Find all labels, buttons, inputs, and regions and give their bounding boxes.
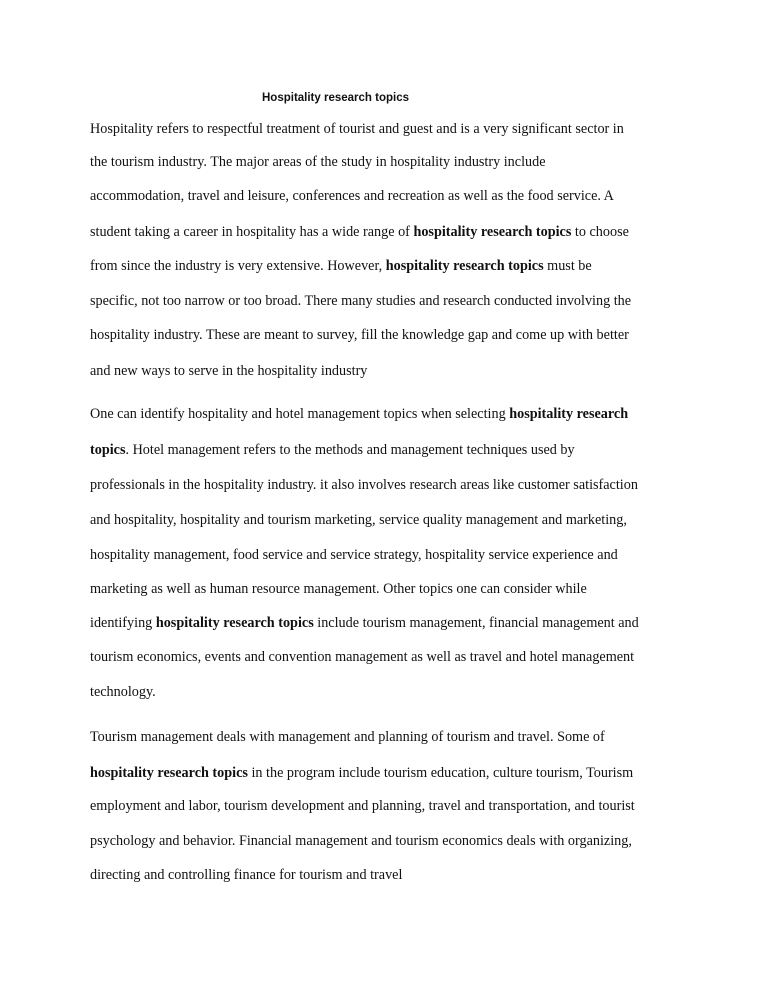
text-run: hospitality industry. These are meant to survey, fill the knowledge gap and come up with better <box>90 327 629 343</box>
text-run: in the program include tourism education, culture tourism, Tourism <box>247 765 634 781</box>
text-line <box>90 405 628 423</box>
text-run: One can identify hospitality and hotel management topics when selecting <box>90 406 510 422</box>
text-run: Hospitality refers to respectful treatment of tourist and guest and is a very significant sector in <box>90 121 624 137</box>
text-line <box>90 797 635 815</box>
text-run: the tourism industry. The major areas of the study in hospitality industry include <box>90 154 546 170</box>
text-run: to choose <box>571 224 629 240</box>
bold-keyword: hospitality research topics <box>413 224 572 240</box>
text-line <box>90 580 587 598</box>
text-line <box>90 441 575 459</box>
text-line <box>90 764 633 782</box>
text-run: identifying <box>90 615 156 631</box>
text-line <box>90 326 629 344</box>
text-run: student taking a career in hospitality has a wide range of <box>90 224 414 240</box>
text-run: include tourism management, financial management and <box>313 615 639 631</box>
text-run: and new ways to serve in the hospitality industry <box>90 363 368 379</box>
text-line <box>90 223 629 241</box>
text-line <box>90 292 631 310</box>
text-line <box>90 476 638 494</box>
text-line <box>90 728 605 746</box>
text-run: from since the industry is very extensive. However, <box>90 258 386 274</box>
text-line <box>90 614 639 632</box>
text-line <box>90 257 592 275</box>
text-run: specific, not too narrow or too broad. There many studies and research conducted involving the <box>90 293 632 309</box>
text-run: marketing as well as human resource management. Other topics one can consider while <box>90 581 587 597</box>
text-line <box>90 648 634 666</box>
text-run: . Hotel management refers to the methods and management techniques used by <box>125 442 575 458</box>
text-line <box>90 187 614 205</box>
text-run: directing and controlling finance for tourism and travel <box>90 867 403 883</box>
text-line <box>90 866 402 884</box>
text-line <box>90 546 618 564</box>
bold-keyword: hospitality research topics <box>155 615 314 631</box>
text-run: professionals in the hospitality industry. it also involves research areas like customer satisfaction <box>90 477 638 493</box>
bold-keyword: hospitality research <box>509 406 629 422</box>
text-line <box>90 683 156 701</box>
text-line <box>90 832 632 850</box>
text-run: tourism economics, events and convention management as well as travel and hotel management <box>90 649 635 665</box>
text-run: and hospitality, hospitality and tourism marketing, service quality management and marketing, <box>90 512 627 528</box>
text-run: hospitality management, food service and service strategy, hospitality service experience and <box>90 547 618 563</box>
bold-keyword: hospitality research topics <box>385 258 544 274</box>
text-line <box>90 153 546 171</box>
text-run: accommodation, travel and leisure, conferences and recreation as well as the food service. A <box>90 188 614 204</box>
text-run: technology. <box>90 684 156 700</box>
text-run: Tourism management deals with management and planning of tourism and travel. Some of <box>90 729 605 745</box>
text-run: employment and labor, tourism development and planning, travel and transportation, and tourist <box>90 798 635 814</box>
text-run: must be <box>543 258 592 274</box>
text-run: psychology and behavior. Financial management and tourism economics deals with organizing, <box>90 833 632 849</box>
text-line <box>90 511 627 529</box>
text-line <box>90 120 624 138</box>
text-line <box>90 362 367 380</box>
document-title: Hospitality research topics <box>262 92 409 104</box>
bold-keyword: topics <box>90 442 126 458</box>
bold-keyword: hospitality research topics <box>90 765 248 781</box>
